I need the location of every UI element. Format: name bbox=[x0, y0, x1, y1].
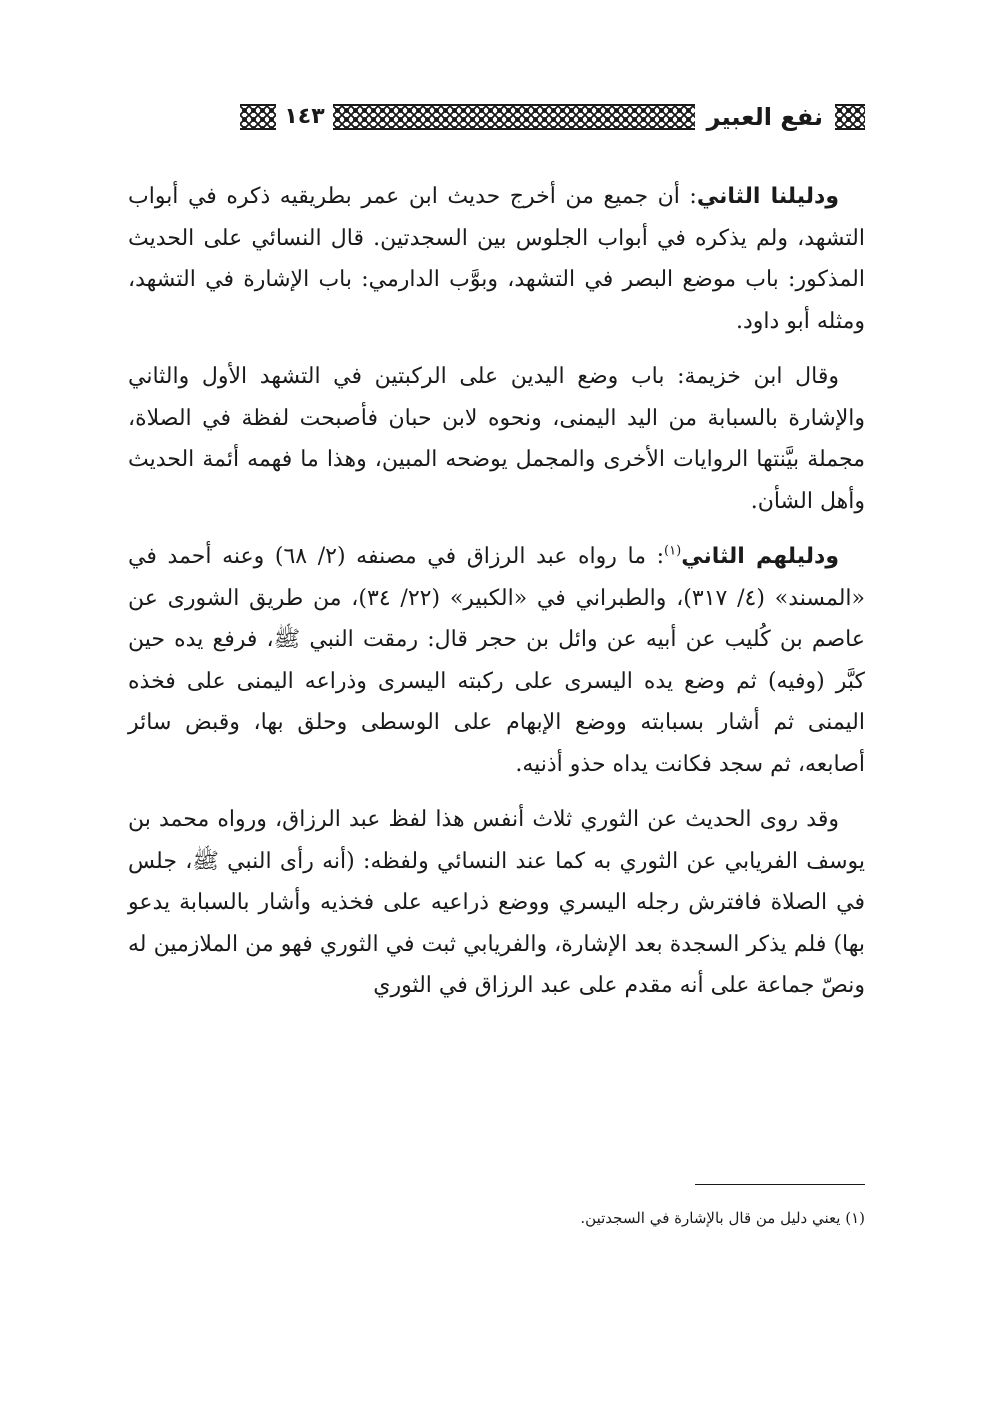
paragraph-text: وقال ابن خزيمة: باب وضع اليدين على الركبتين في التشهد الأول والثاني والإشارة بالسبابة من اليد اليمنى، ونحوه لابن حبان فأصبحت لفظة في الصلاة، مجملة بيَّنتها الروايات الأخرى والمجمل يوضحه المبين، وهذا ما فهمه أئمة الحديث وأهل الشأن. bbox=[128, 364, 865, 514]
paragraph bbox=[128, 536, 865, 785]
book-title: نفع العبير bbox=[706, 103, 823, 131]
paragraph bbox=[128, 176, 865, 342]
paragraph-text: وقد روى الحديث عن الثوري ثلاث أنفس هذا لفظ عبد الرزاق، ورواه محمد بن يوسف الفريابي عن الثوري به كما عند النسائي ولفظه: (أنه رأى النبي ﷺ، جلس في الصلاة فافترش رجله اليسري ووضع ذراعيه على فخذيه وأشار بالسبابة يدعو بها) فلم يذكر السجدة بعد الإشارة، والفريابي ثبت في الثوري فهو من الملازمين له ونصّ جماعة على أنه مقدم على عبد الرزاق في الثوري bbox=[128, 807, 865, 998]
footnote-reference[interactable]: (١) bbox=[664, 543, 682, 559]
ornament-border-left bbox=[240, 104, 276, 130]
footnote-separator bbox=[695, 1184, 865, 1185]
paragraph-lead: ودليلهم الثاني bbox=[681, 544, 839, 569]
page-number: ١٤٣ bbox=[284, 104, 325, 129]
paragraph-text: : أن جميع من أخرج حديث ابن عمر بطريقيه ذكره في أبواب التشهد، ولم يذكره في أبواب الجلوس بين السجدتين. قال النسائي على الحديث المذكور: باب موضع البصر في التشهد، وبوَّب الدارمي: باب الإشارة في التشهد، ومثله أبو داود. bbox=[128, 184, 865, 334]
paragraph bbox=[128, 799, 865, 1007]
paragraph-text: : ما رواه عبد الرزاق في مصنفه (٢/ ٦٨) وعنه أحمد في «المسند» (٤/ ٣١٧)، والطبراني في «الكبير» (٢٢/ ٣٤)، من طريق الشورى عن عاصم بن كُليب عن أبيه عن وائل بن حجر قال: رمقت النبي ﷺ، فرفع يده حين كبَّر (وفيه) ثم وضع يده اليسرى على ركبته اليسرى وذراعه اليمنى على فخذه اليمنى ثم أشار بسبابته ووضع الإبهام على الوسطى وحلق بها، وقبض سائر أصابعه، ثم سجد فكانت يداه حذو أذنيه. bbox=[128, 544, 866, 777]
paragraph bbox=[128, 356, 865, 522]
footnote: (١) يعني دليل من قال بالإشارة في السجدتين. bbox=[580, 1209, 865, 1227]
ornament-border-right bbox=[835, 104, 865, 130]
main-text bbox=[128, 176, 865, 1021]
page-header bbox=[128, 100, 865, 134]
paragraph-lead: ودليلنا الثاني bbox=[696, 184, 839, 209]
ornament-border-middle bbox=[333, 104, 695, 130]
